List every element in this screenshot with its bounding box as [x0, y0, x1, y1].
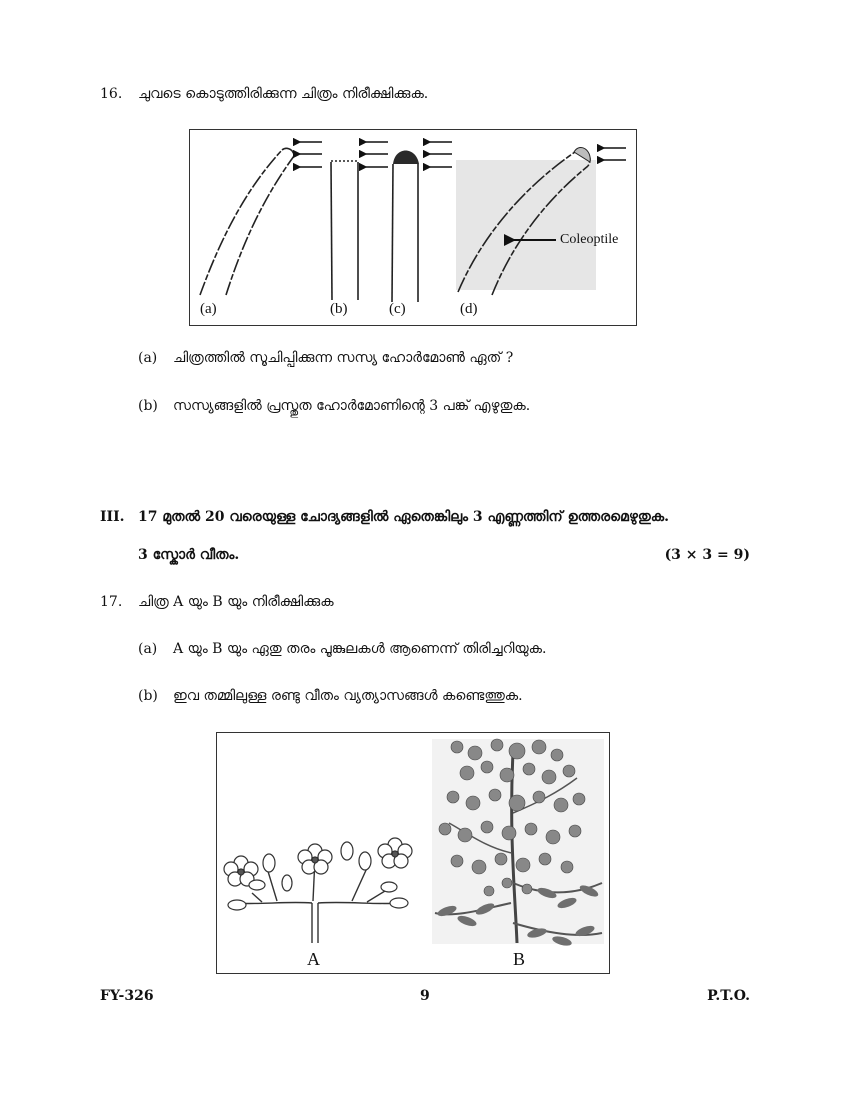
panel-label-c: (c) — [389, 301, 406, 317]
light-arrows-d — [604, 148, 626, 160]
phototropism-drawing — [190, 130, 636, 325]
tip-cap-c — [393, 151, 419, 165]
shoot-a — [200, 148, 294, 295]
tip-cap-d — [574, 147, 590, 162]
inflorescence-drawing — [217, 733, 609, 973]
q16-number: 16. — [100, 86, 123, 102]
panel-label-b: (b) — [330, 301, 348, 317]
panel-label-a: (a) — [200, 301, 217, 317]
section-instruction: 17 മുതൽ 20 വരെയുള്ള ചോദ്യങ്ങളിൽ ഏതെങ്കിലും 3 എണ്ണത്തിന് ഉത്തരമെഴുതുക. — [138, 509, 670, 525]
q17a-label: (a) — [138, 641, 158, 657]
light-arrows-c — [430, 142, 452, 167]
q16a-label: (a) — [138, 350, 158, 366]
section-marks: (3 × 3 = 9) — [664, 547, 750, 563]
q16b-label: (b) — [138, 398, 158, 414]
phototropism-figure — [189, 129, 637, 326]
flowers-a — [224, 838, 412, 910]
q17b-label: (b) — [138, 688, 158, 704]
q17-text: ചിത്ര A യും B യും നിരീക്ഷിക്കുക — [138, 594, 334, 610]
panel-label-d: (d) — [460, 301, 478, 317]
q17-number: 17. — [100, 594, 123, 610]
light-arrows-a — [300, 142, 322, 167]
q16a-text: ചിത്രത്തിൽ സൂചിപ്പിക്കുന്ന സസ്യ ഹോർമോൺ ഏത് ? — [173, 350, 514, 366]
shoot-c — [392, 164, 418, 302]
light-arrows-b — [366, 142, 388, 167]
inflorescence-figure — [216, 732, 610, 974]
q17b-text: ഇവ തമ്മിലുള്ള രണ്ടു വീതം വ്യത്യാസങ്ങൾ കണ്ടെത്തുക. — [173, 688, 523, 704]
section-number: III. — [100, 509, 125, 525]
q17a-text: A യും B യും ഏതു തരം പൂങ്കുലകൾ ആണെന്ന് തിരിച്ചറിയുക. — [173, 641, 547, 657]
footer-code: FY-326 — [100, 988, 154, 1004]
inflorescence-b — [432, 739, 604, 944]
q16-text: ചുവടെ കൊടുത്തിരിക്കുന്ന ചിത്രം നിരീക്ഷിക്കുക. — [138, 86, 429, 102]
q16b-text: സസ്യങ്ങളിൽ പ്രസ്തുത ഹോർമോണിന്റെ 3 പങ്ക് എഴുതുക. — [173, 398, 531, 414]
footer-pto: P.T.O. — [707, 988, 750, 1004]
shaded-background-d — [456, 160, 596, 290]
coleoptile-label: Coleoptile — [560, 232, 619, 247]
figure-label-a: A — [307, 949, 320, 969]
footer-page-number: 9 — [420, 988, 430, 1004]
figure-label-b: B — [513, 949, 526, 969]
section-score-line: 3 സ്കോർ വീതം. — [138, 547, 240, 563]
shoot-b — [331, 161, 358, 300]
